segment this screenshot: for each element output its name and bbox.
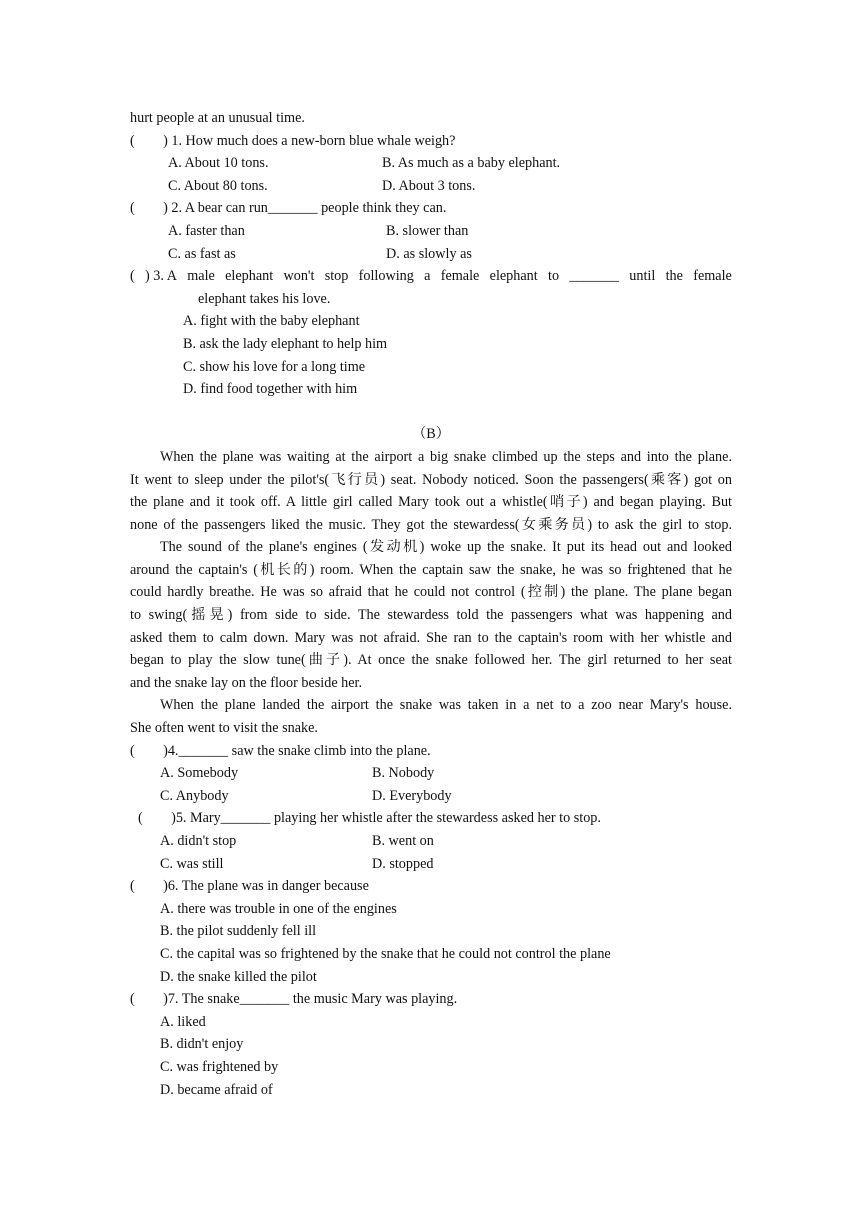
question-4-options-row-2 [130,785,732,808]
q3-word: following [358,268,414,285]
q3-word: stop [324,268,349,285]
q7-option-a: A. liked [160,1013,206,1030]
q1-option-a: A. About 10 tons. [168,155,269,172]
q3-option-a: A. fight with the baby elephant [183,313,360,330]
question-4-stem: ( )4._______ saw the snake climb into the plane. [130,742,431,759]
document-page [130,107,732,1101]
q7-option-d: D. became afraid of [160,1081,273,1098]
q7-option-b: B. didn't enjoy [160,1036,244,1053]
question-5-options-row-1 [130,830,732,853]
question-7-stem: ( )7. The snake_______ the music Mary was playing. [130,991,458,1008]
q4-option-a: A. Somebody [160,765,239,782]
q2-option-d: D. as slowly as [386,245,472,262]
question-5-stem: ( )5. Mary_______ playing her whistle after the stewardess asked her to stop. [138,810,601,827]
q6-option-b: B. the pilot suddenly fell ill [160,923,317,940]
q5-option-c: C. was still [160,855,224,872]
q4-option-d: D. Everybody [372,787,452,804]
q6-option-a: A. there was trouble in one of the engines [160,900,397,917]
q3-option-c: C. show his love for a long time [183,358,366,375]
q2-option-c: C. as fast as [168,245,236,262]
section-heading-b: （B） [412,426,450,443]
question-2-stem: ( ) 2. A bear can run_______ people think they can. [130,200,447,217]
q1-option-c: C. About 80 tons. [168,177,268,194]
q1-option-d: D. About 3 tons. [382,177,476,194]
q3-word: female [440,268,480,285]
passage-line: the plane and it took off. A little girl called Mary took out a whistle(哨子) and began playing. But [130,494,732,511]
question-6-stem: ( )6. The plane was in danger because [130,878,369,895]
q3-word: to [548,268,560,285]
passage-line: and the snake lay on the floor beside her. [130,674,363,691]
passage-line: around the captain's (机长的) room. When the captain saw the snake, he was so frightened that he [130,561,732,578]
q3-word: the [665,268,683,285]
question-1-options-row-1 [130,152,732,175]
q3-word: _______ [569,268,619,285]
q4-option-c: C. Anybody [160,787,229,804]
passage-tail-line: hurt people at an unusual time. [130,110,305,126]
q3-word: female [693,268,732,285]
q3-word: ) 3. A [145,268,177,285]
question-1-options-row-2 [130,175,732,198]
q3-word: ( [130,268,135,285]
passage-line: asked them to calm down. Mary was not afraid. She ran to the captain's room with her whistle and [130,629,732,646]
q3-option-d: D. find food together with him [183,381,358,398]
passage-line: none of the passengers liked the music. They got the stewardess(女乘务员) to ask the girl to stop. [130,516,732,533]
q4-option-b: B. Nobody [372,765,435,782]
question-4-options-row-1 [130,762,732,785]
passage-line: It went to sleep under the pilot's(飞行员) seat. Nobody noticed. Soon the passengers(乘客) got on [130,471,732,488]
question-1-stem: ( ) 1. How much does a new-born blue whale weigh? [130,132,456,149]
q3-word: male [187,268,215,285]
passage-line: could hardly breathe. He was so afraid that he could not control (控制) the plane. The plane began [130,584,732,601]
passage-line: began to play the slow tune(曲子). At once the snake followed her. The girl returned to her seat [130,652,732,669]
passage-line: She often went to visit the snake. [130,720,318,737]
q7-option-c: C. was frightened by [160,1058,279,1075]
q3-word: elephant [225,268,274,285]
q5-option-d: D. stopped [372,855,434,872]
question-2-options-row-2 [130,243,732,266]
q2-option-a: A. faster than [168,222,245,239]
passage-line: to swing(摇晃) from side to side. The stewardess told the passengers what was happening and [130,607,732,624]
question-3-stem-line-2: elephant takes his love. [198,290,331,307]
question-5-options-row-2 [130,853,732,876]
q5-option-a: A. didn't stop [160,833,237,849]
question-2-options-row-1 [130,220,732,243]
passage-line: The sound of the plane's engines (发动机) woke up the snake. It put its head out and looked [160,539,732,556]
q3-word: won't [283,268,315,285]
q5-option-b: B. went on [372,833,434,849]
q1-option-b: B. As much as a baby elephant. [382,155,561,172]
q3-option-b: B. ask the lady elephant to help him [183,335,388,352]
spacer [130,401,732,424]
question-3-stem-line-1 [130,265,732,288]
q3-word: a [424,268,431,285]
q2-option-b: B. slower than [386,222,469,239]
q3-word: elephant [489,268,538,285]
q6-option-d: D. the snake killed the pilot [160,968,317,985]
q6-option-c: C. the capital was so frightened by the snake that he could not control the plane [160,945,611,962]
passage-line: When the plane was waiting at the airport a big snake climbed up the steps and into the plane. [160,448,732,465]
passage-line: When the plane landed the airport the snake was taken in a net to a zoo near Mary's house. [160,697,732,714]
q3-word: until [629,268,656,285]
